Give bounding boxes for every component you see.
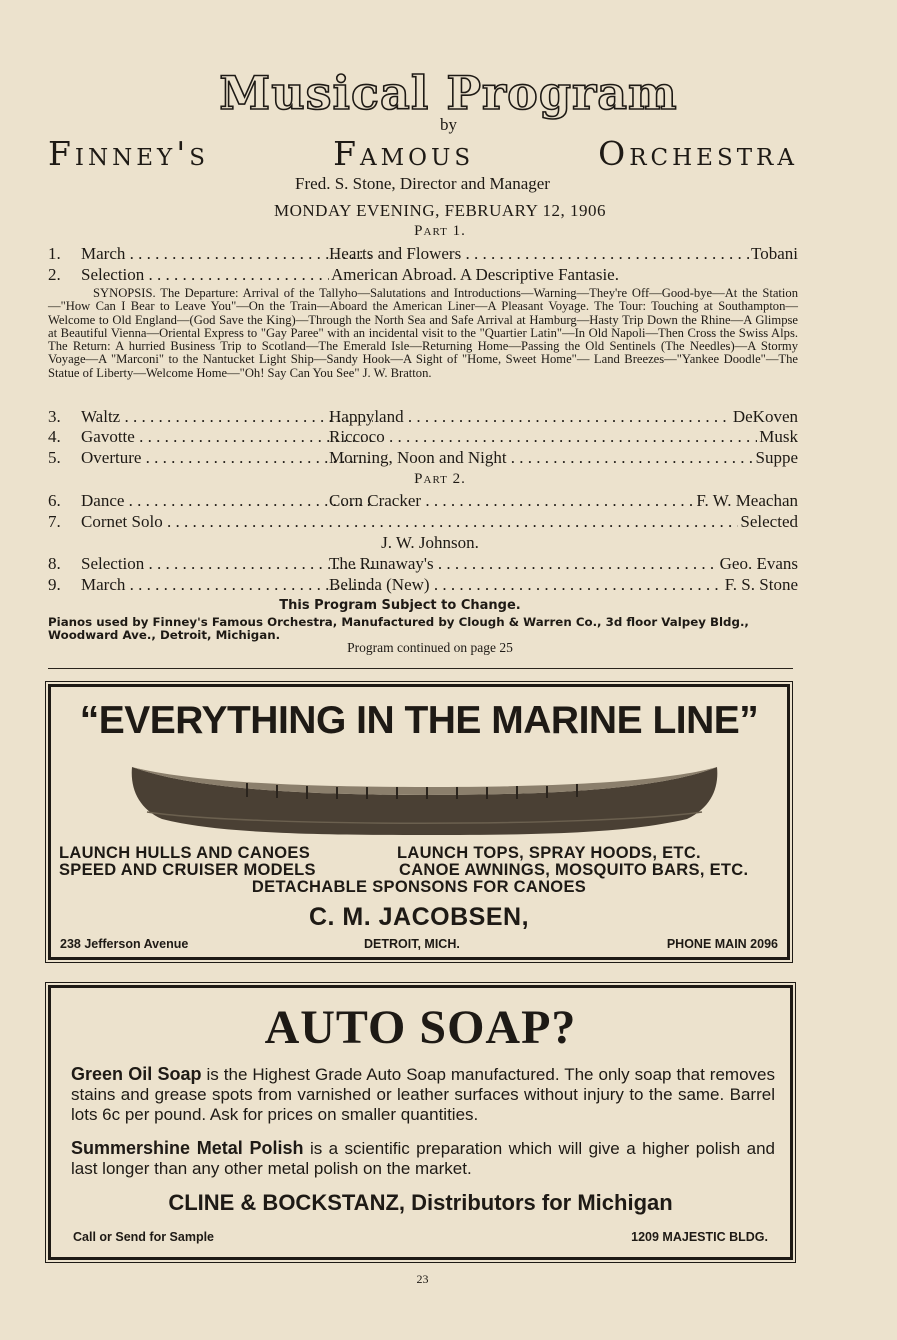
program-item-6	[48, 490, 798, 512]
item-type: Overture . . .	[81, 447, 373, 469]
item-type: Dance . . .	[81, 490, 373, 512]
metal-polish-paragraph: Summershine Metal Polish is a scientific preparation which will give a higher polish and last longer than any other metal polish on the market.	[71, 1138, 776, 1178]
synopsis	[48, 287, 798, 380]
item-type: Gavotte . . .	[81, 426, 373, 448]
item-number: 9.	[48, 575, 61, 594]
soap-headline: AUTO SOAP?	[264, 1001, 577, 1054]
item-title: Happyland . . .	[329, 406, 798, 428]
by-line: by	[440, 115, 457, 134]
feature-launch-hulls: LAUNCH HULLS AND CANOES	[59, 844, 311, 862]
program-notice: This Program Subject to Change.	[279, 598, 521, 613]
item-title: Corn Cracker . . .	[329, 490, 798, 512]
program-item-7	[48, 511, 798, 533]
item-type: Selection . . .	[81, 553, 373, 575]
orchestra-name	[48, 134, 798, 173]
item-title: Riccoco . . .	[329, 426, 798, 448]
program-item-1	[48, 243, 798, 265]
program-item-5	[48, 447, 798, 469]
item-type: Selection . . .	[81, 264, 373, 286]
company-address: 238 Jefferson Avenue	[60, 937, 189, 951]
synopsis-text: The Departure: Arrival of the Tallyho—Salutations and Introductions—Warning—They're Off—Good-bye—At the Station—"How Can I Bear to Leave You"—On the Train—Aboard the American Liner—A Pleasant Voyage. The Tour: Touching at Southampton—Welcome to Old England—(God Save the King)—Through the North Sea and Safe Arrival at Hamburg—Hasty Trip Down the Rhine—A Glimpse at Beautiful Vienna—Oriental Express to "Gay Paree" with an incidental visit to the "Quartier Latin"—In Old Napoli—Then Cross the Swiss Alps. The Return: A hurried Business Trip to Scotland—The Emerald Isle—Returning Home—Passing the Old Sentinels (The Needles)—A Stormy Voyage—A "Marconi" to the Nantucket Light Ship—Sandy Hook—A Sight of "Home, Sweet Home"— Land Breezes—"Yankee Doodle"—The Statue of Liberty—Welcome Home—"Oh! Say Can You See" J. W. Bratton.	[48, 286, 798, 380]
part-1-heading: Part 1.	[414, 223, 466, 239]
program-item-9	[48, 574, 798, 596]
item-composer: Selected	[740, 512, 798, 531]
item-title: Belinda (New) . . .	[329, 574, 798, 596]
item-number: 7.	[48, 512, 61, 531]
feature-launch-tops: LAUNCH TOPS, SPRAY HOODS, ETC.	[397, 844, 701, 862]
orchestra-word-1: Finney's	[48, 134, 210, 173]
item-composer: Tobani	[751, 244, 798, 263]
feature-canoe-awnings: CANOE AWNINGS, MOSQUITO BARS, ETC.	[399, 861, 749, 879]
item-type: Waltz . . .	[81, 406, 373, 428]
marine-advertisement	[48, 684, 790, 960]
feature-speed-models: SPEED AND CRUISER MODELS	[59, 861, 316, 879]
item-title: American Abroad. A Descriptive Fantasie.	[331, 265, 619, 284]
item-number: 3.	[48, 407, 61, 426]
item-composer: F. S. Stone	[724, 575, 798, 594]
auto-soap-advertisement	[48, 985, 793, 1260]
item-type: March . . .	[81, 243, 373, 265]
green-oil-soap-name: Green Oil Soap	[71, 1064, 202, 1084]
item-number: 2.	[48, 265, 61, 284]
item-title: The Runaway's . . .	[329, 553, 798, 575]
program-item-3	[48, 406, 798, 428]
call-for-sample: Call or Send for Sample	[73, 1230, 215, 1244]
item-title: Hearts and Flowers . . .	[329, 243, 798, 265]
green-oil-soap-paragraph: Green Oil Soap is the Highest Grade Auto Soap manufactured. The only soap that removes stains and grease spots from varnished or leather surfaces without injury to the same. Barrel lots 6c per pound. Ask for prices on smaller quantities.	[71, 1064, 775, 1124]
program-date: MONDAY EVENING, FEBRUARY 12, 1906	[274, 201, 606, 220]
feature-sponsons: DETACHABLE SPONSONS FOR CANOES	[251, 878, 587, 896]
program-item-8	[48, 553, 798, 575]
item-number: 8.	[48, 554, 61, 573]
item-number: 6.	[48, 491, 61, 510]
metal-polish-name: Summershine Metal Polish	[71, 1138, 304, 1158]
page-title: Musical Program	[219, 66, 678, 120]
program-item-4	[48, 426, 798, 448]
item-composer: Suppe	[755, 448, 798, 467]
continued-note: Program continued on page 25	[347, 640, 513, 655]
item-type: March . . .	[81, 574, 373, 596]
orchestra-word-2: Famous	[333, 134, 475, 173]
distributor-address: 1209 MAJESTIC BLDG.	[631, 1230, 768, 1244]
item-number: 1.	[48, 244, 61, 263]
company-city: DETROIT, MICH.	[364, 937, 460, 951]
item-composer: Geo. Evans	[719, 554, 798, 573]
marine-headline: “EVERYTHING IN THE MARINE LINE”	[79, 699, 759, 742]
item-type: Cornet Solo . . .	[81, 511, 798, 533]
item-number: 5.	[48, 448, 61, 467]
divider	[48, 668, 793, 669]
item-title: Morning, Noon and Night . . .	[329, 447, 798, 469]
distributor-line: CLINE & BOCKSTANZ, Distributors for Michigan	[168, 1190, 673, 1215]
orchestra-word-3: Orchestra	[598, 134, 798, 173]
page-number: 23	[416, 1272, 429, 1286]
company-name: C. M. JACOBSEN,	[308, 903, 530, 931]
program-item-2	[48, 264, 798, 286]
director-line: Fred. S. Stone, Director and Manager	[295, 174, 550, 193]
canoe-illustration	[127, 757, 722, 837]
synopsis-label: SYNOPSIS.	[93, 286, 156, 300]
cornet-performer: J. W. Johnson.	[381, 533, 479, 552]
part-2-heading: Part 2.	[414, 471, 466, 487]
item-composer: DeKoven	[732, 407, 798, 426]
item-number: 4.	[48, 427, 61, 446]
company-phone: PHONE MAIN 2096	[666, 937, 778, 951]
item-composer: F. W. Meachan	[696, 491, 798, 510]
item-composer: Musk	[759, 427, 798, 446]
pianos-note: Pianos used by Finney's Famous Orchestra, Manufactured by Clough & Warren Co., 3d floor Valpey Bldg., Woodward Ave., Detroit, Michigan.	[48, 615, 749, 642]
